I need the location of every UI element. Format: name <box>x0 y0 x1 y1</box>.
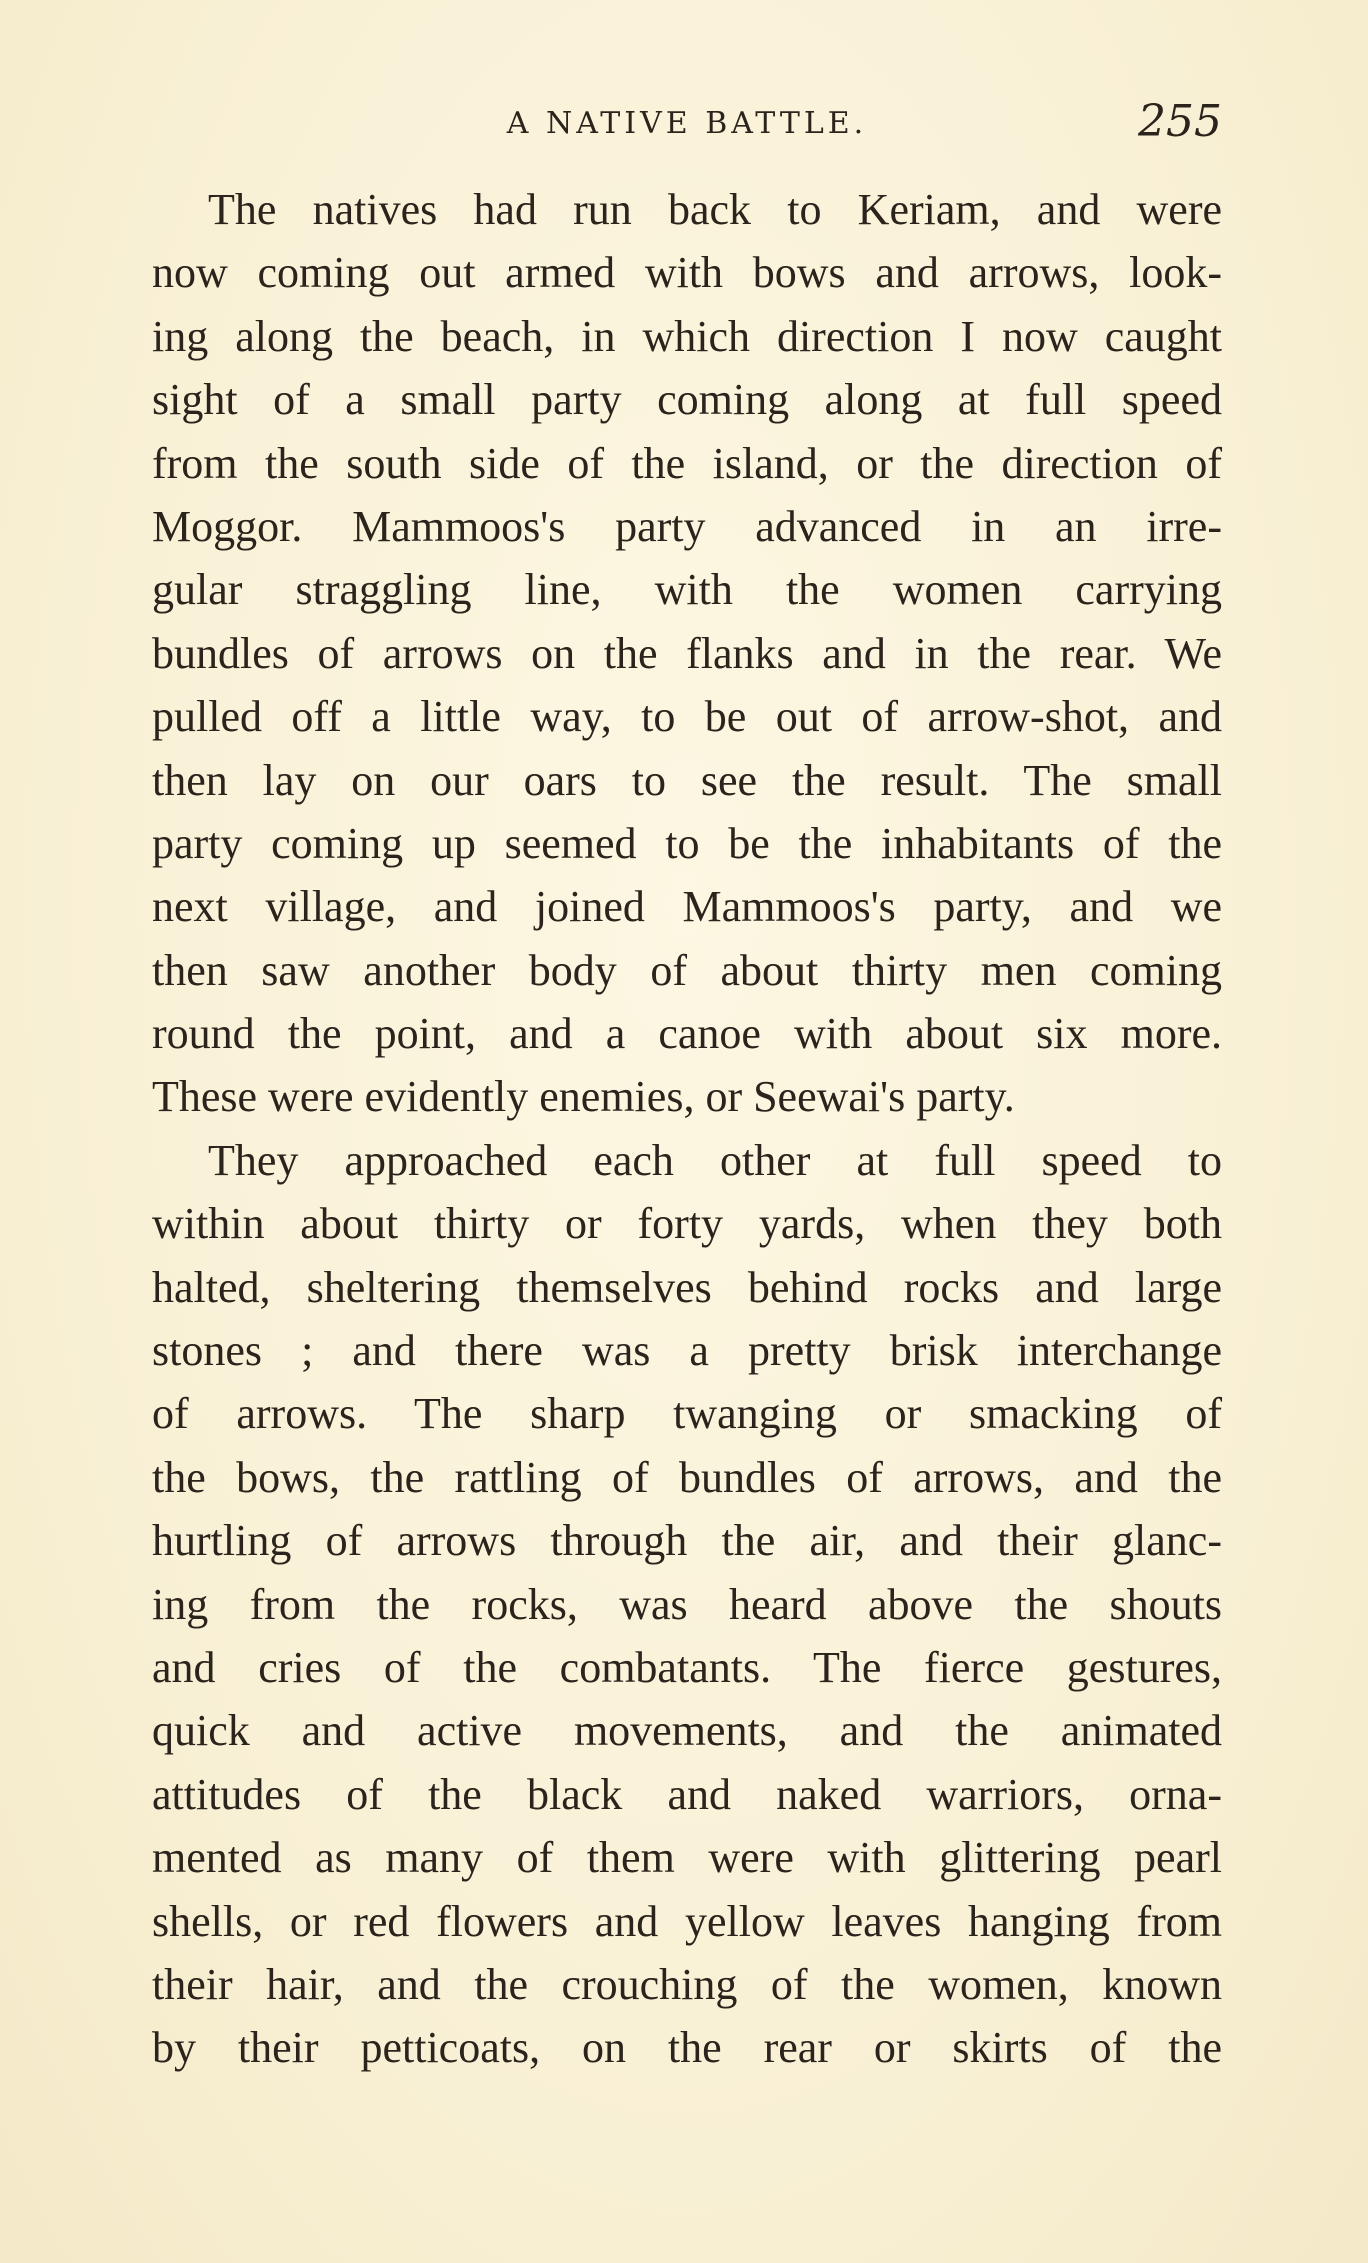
text-line: shells, or red flowers and yellow leaves hanging from <box>152 1896 1222 1946</box>
text-line: by their petticoats, on the rear or skirts of the <box>152 2023 1222 2073</box>
text-line: now coming out armed with bows and arrows, look- <box>152 248 1222 298</box>
text-line: ing from the rocks, was heard above the shouts <box>152 1579 1222 1629</box>
text-line: gular straggling line, with the women carrying <box>152 565 1222 615</box>
text-line: next village, and joined Mammoos's party, and we <box>152 882 1222 932</box>
text-line: sight of a small party coming along at full speed <box>152 375 1222 425</box>
text-line: attitudes of the black and naked warriors, orna- <box>152 1769 1222 1819</box>
text-line: from the south side of the island, or the direction of <box>152 438 1222 488</box>
text-line: stones ; and there was a pretty brisk interchange <box>152 1326 1222 1376</box>
text-line: and cries of the combatants. The fierce gestures, <box>152 1642 1222 1692</box>
text-line: the bows, the rattling of bundles of arrows, and the <box>152 1452 1222 1502</box>
text-line: These were evidently enemies, or Seewai's party. <box>152 1072 1015 1122</box>
text-line: of arrows. The sharp twanging or smacking of <box>152 1389 1222 1439</box>
page-header <box>152 92 1222 152</box>
text-line: then lay on our oars to see the result. The small <box>152 755 1222 805</box>
text-line: bundles of arrows on the flanks and in the rear. We <box>152 628 1222 678</box>
running-title: A NATIVE BATTLE. <box>506 106 868 141</box>
text-line: round the point, and a canoe with about six more. <box>152 1009 1222 1059</box>
text-line: quick and active movements, and the animated <box>152 1706 1222 1756</box>
text-line: within about thirty or forty yards, when they both <box>152 1199 1222 1249</box>
text-line: They approached each other at full speed to <box>208 1135 1222 1185</box>
text-line: halted, sheltering themselves behind rocks and large <box>152 1262 1222 1312</box>
text-line: mented as many of them were with glittering pearl <box>152 1833 1222 1883</box>
text-line: ing along the beach, in which direction I now caught <box>152 311 1222 361</box>
text-line: party coming up seemed to be the inhabitants of the <box>152 818 1222 868</box>
text-line: then saw another body of about thirty men coming <box>152 945 1222 995</box>
text-line: hurtling of arrows through the air, and their glanc- <box>152 1516 1222 1566</box>
body-text <box>152 178 1222 2080</box>
text-line: their hair, and the crouching of the women, known <box>152 1959 1222 2009</box>
text-line: Moggor. Mammoos's party advanced in an irre- <box>152 501 1222 551</box>
page-number: 255 <box>1138 96 1222 147</box>
text-line: pulled off a little way, to be out of arrow-shot, and <box>152 692 1222 742</box>
text-line: The natives had run back to Keriam, and were <box>208 185 1222 234</box>
